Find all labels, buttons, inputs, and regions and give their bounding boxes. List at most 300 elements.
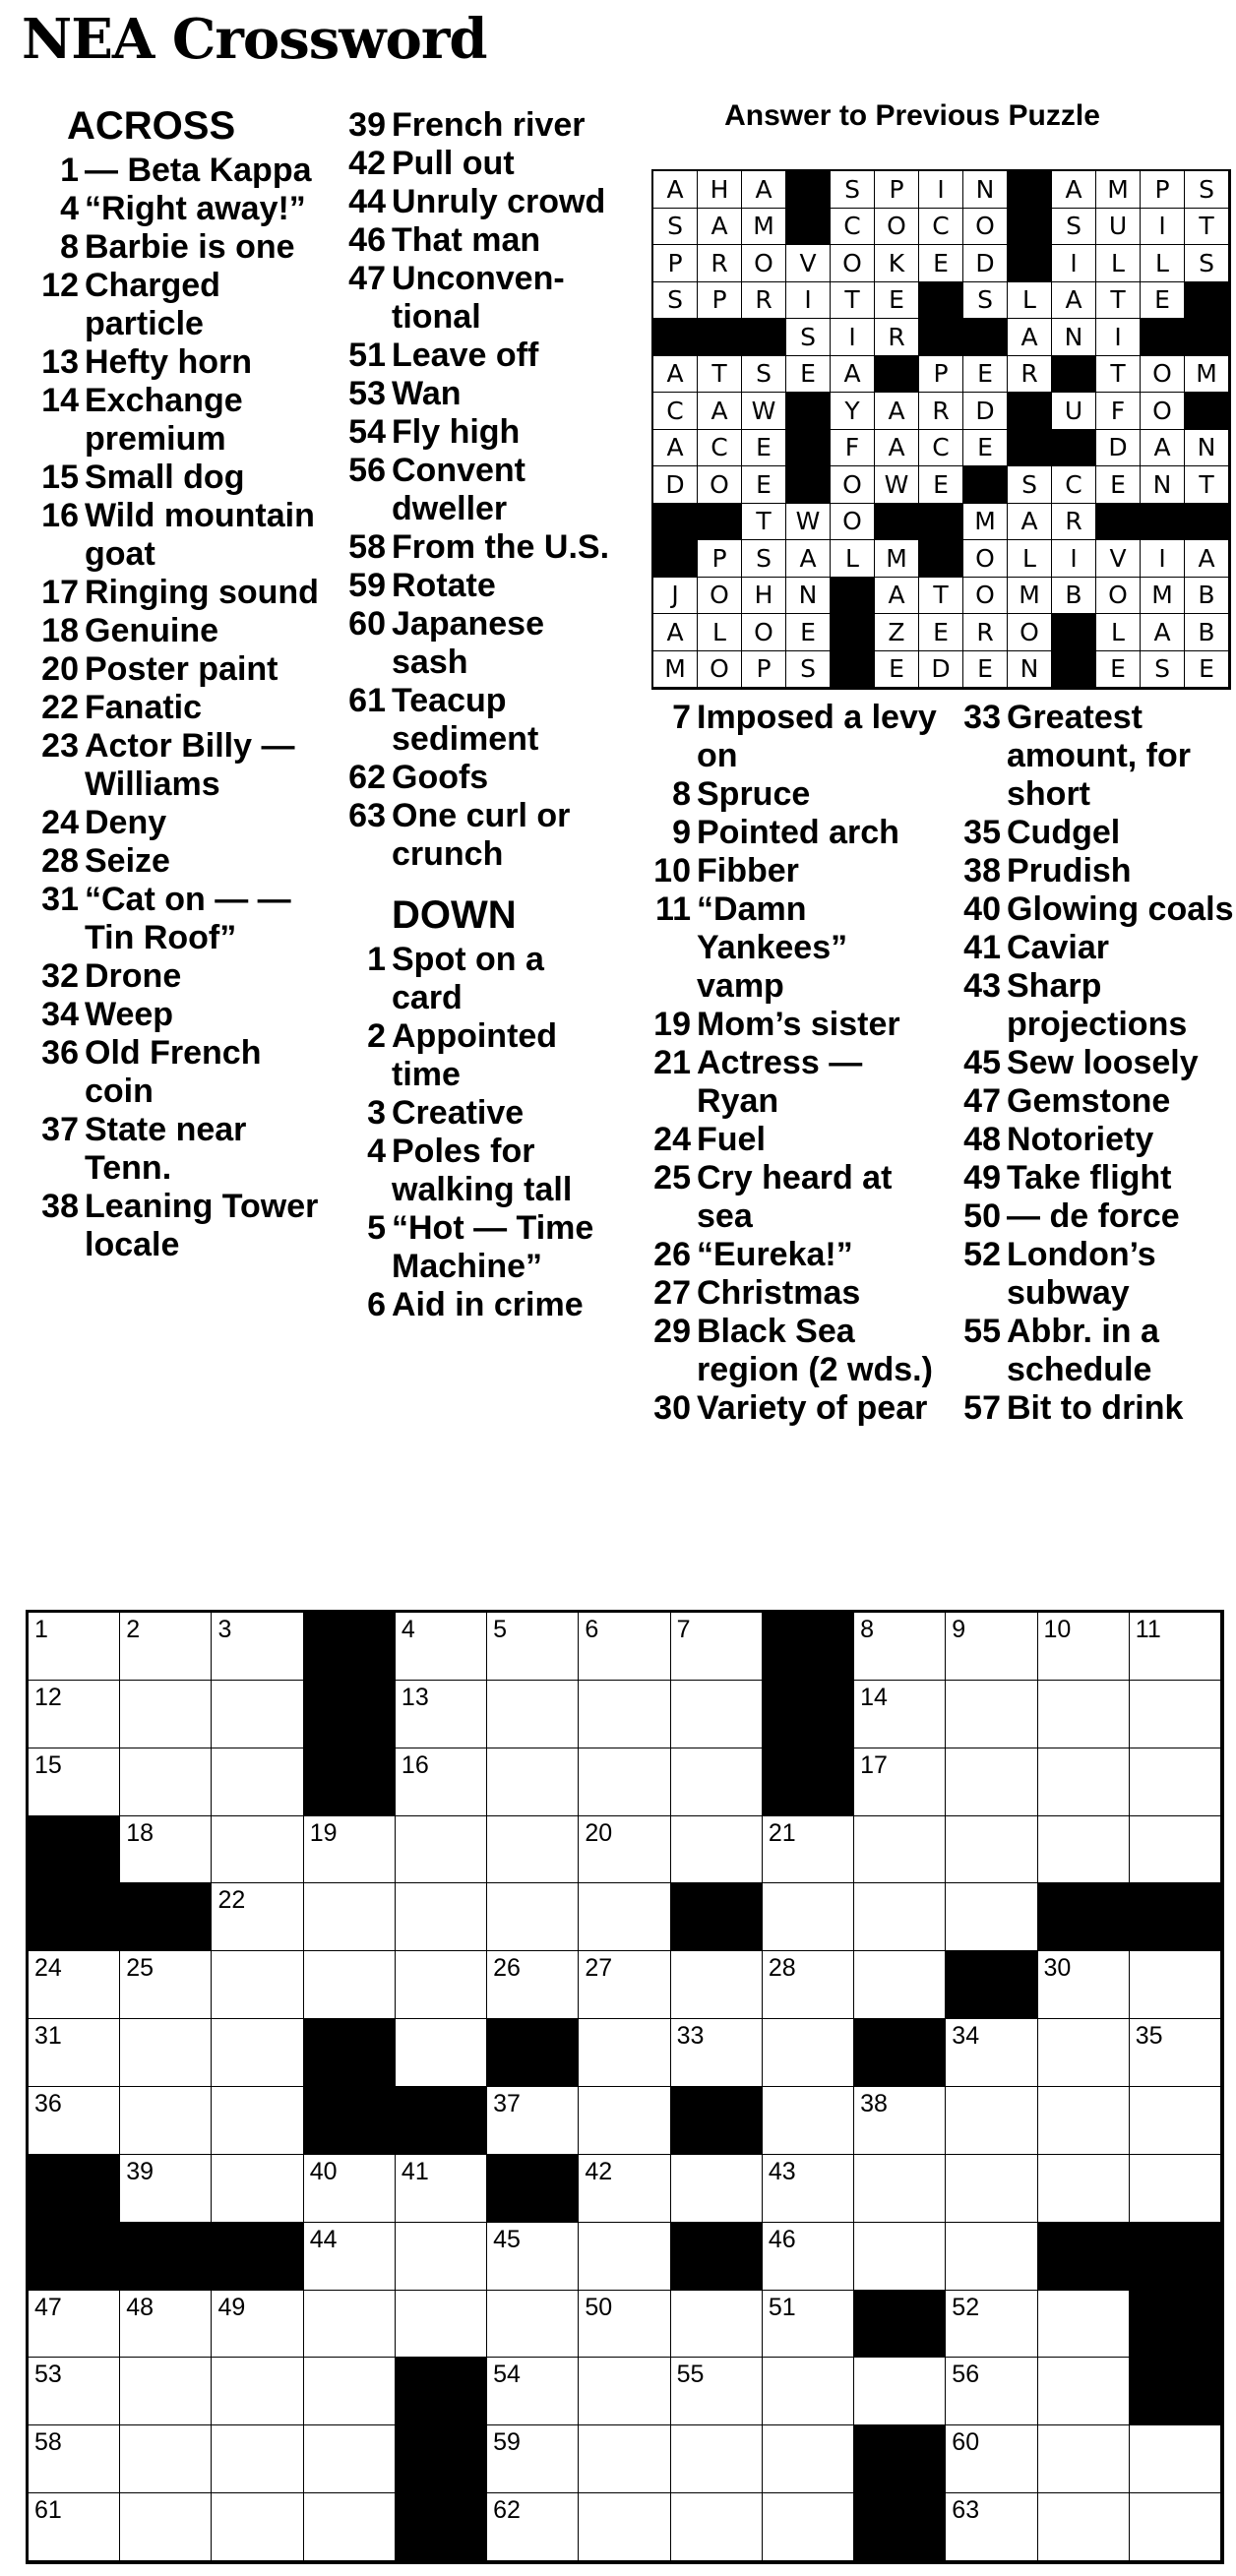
clue-item <box>630 1159 940 1236</box>
clue-text: Rotate <box>392 567 496 604</box>
grid-square[interactable] <box>120 2493 212 2561</box>
clue-item <box>30 1034 325 1111</box>
grid-square[interactable] <box>29 1613 120 1681</box>
grid-square[interactable] <box>487 1951 579 2019</box>
answer-letter: L <box>698 614 742 651</box>
square-number: 11 <box>1135 1616 1161 1643</box>
clue-item <box>30 612 325 650</box>
answer-letter: S <box>742 540 786 578</box>
grid-square[interactable] <box>854 1883 946 1951</box>
answer-letter: L <box>1096 245 1141 282</box>
clue-number: 35 <box>963 814 1001 851</box>
grid-square[interactable] <box>579 1681 670 1748</box>
answer-black-square <box>1008 209 1052 246</box>
square-number: 53 <box>34 2361 62 2389</box>
grid-square[interactable] <box>671 2155 763 2223</box>
clue-text: Mom’s sister <box>697 1006 900 1043</box>
grid-square[interactable] <box>1130 1951 1221 2019</box>
grid-square[interactable] <box>946 2425 1037 2493</box>
grid-square[interactable] <box>579 2425 670 2493</box>
grid-square[interactable] <box>120 2019 212 2087</box>
grid-square[interactable] <box>579 2291 670 2359</box>
clue-item <box>940 1389 1235 1428</box>
grid-square[interactable] <box>212 1816 303 1884</box>
black-square <box>396 2358 487 2425</box>
grid-square[interactable] <box>396 1748 487 1816</box>
grid-square[interactable] <box>212 2019 303 2087</box>
square-number: 3 <box>217 1616 232 1643</box>
clue-number: 50 <box>963 1197 1001 1235</box>
clue-item <box>30 228 325 267</box>
answer-letter: H <box>698 171 742 209</box>
clue-item <box>940 890 1235 929</box>
clue-text: Fanatic <box>85 689 203 726</box>
grid-square[interactable] <box>304 2223 396 2291</box>
answer-letter: L <box>1096 614 1141 651</box>
grid-square[interactable] <box>212 2155 303 2223</box>
answer-letter: S <box>786 319 831 356</box>
clue-text: Caviar <box>1007 929 1109 966</box>
answer-letter: S <box>653 209 698 246</box>
grid-square[interactable] <box>212 2087 303 2155</box>
grid-square[interactable] <box>854 1613 946 1681</box>
answer-letter: A <box>698 209 742 246</box>
grid-square[interactable] <box>946 1816 1037 1884</box>
answer-letter: R <box>742 282 786 320</box>
answer-black-square <box>831 651 875 689</box>
answer-letter: O <box>698 651 742 689</box>
square-number: 58 <box>34 2428 62 2457</box>
clue-text: Leaning Tower locale <box>85 1188 319 1263</box>
grid-square[interactable] <box>1130 1816 1221 1884</box>
grid-square[interactable] <box>854 1748 946 1816</box>
clue-item <box>630 1121 940 1159</box>
grid-square[interactable] <box>579 1951 670 2019</box>
grid-square[interactable] <box>1130 1748 1221 1816</box>
answer-black-square <box>919 319 963 356</box>
answer-letter: A <box>653 356 698 394</box>
grid-square[interactable] <box>304 2155 396 2223</box>
grid-square[interactable] <box>671 1816 763 1884</box>
grid-square[interactable] <box>671 2358 763 2425</box>
grid-square[interactable] <box>579 1748 670 1816</box>
grid-square[interactable] <box>1130 2019 1221 2087</box>
answer-letter: P <box>919 356 963 394</box>
answer-black-square <box>1141 319 1185 356</box>
clue-number: 58 <box>348 528 386 566</box>
answer-letter: A <box>875 430 919 467</box>
clue-text: One curl or crunch <box>392 797 571 873</box>
clue-item <box>30 996 325 1034</box>
grid-square[interactable] <box>946 1613 1037 1681</box>
grid-square[interactable] <box>854 1951 946 2019</box>
answer-letter: B <box>1185 578 1229 615</box>
clue-text: Spruce <box>697 775 811 813</box>
clue-number: 62 <box>348 759 386 796</box>
grid-square[interactable] <box>212 1748 303 1816</box>
clue-text: Prudish <box>1007 852 1132 889</box>
grid-square[interactable] <box>120 2425 212 2493</box>
answer-black-square <box>1052 356 1096 394</box>
grid-square[interactable] <box>1038 2425 1130 2493</box>
grid-square[interactable] <box>396 1613 487 1681</box>
grid-square[interactable] <box>29 1681 120 1748</box>
black-square <box>29 1883 120 1951</box>
answer-black-square <box>653 504 698 541</box>
grid-square[interactable] <box>487 2087 579 2155</box>
answer-letter: T <box>831 282 875 320</box>
answer-black-square <box>1052 614 1096 651</box>
grid-square[interactable] <box>579 2087 670 2155</box>
grid-square[interactable] <box>487 1883 579 1951</box>
grid-square[interactable] <box>763 1883 854 1951</box>
clue-text: Notoriety <box>1007 1121 1154 1158</box>
grid-square[interactable] <box>1038 2087 1130 2155</box>
grid-square[interactable] <box>212 1681 303 1748</box>
grid-square[interactable] <box>763 2425 854 2493</box>
clue-text: Pointed arch <box>697 814 899 851</box>
black-square <box>396 2087 487 2155</box>
answer-letter: P <box>1141 171 1185 209</box>
grid-square[interactable] <box>854 2358 946 2425</box>
grid-square[interactable] <box>671 2291 763 2359</box>
grid-square[interactable] <box>487 2291 579 2359</box>
black-square <box>304 1681 396 1748</box>
grid-square[interactable] <box>304 2291 396 2359</box>
grid-square[interactable] <box>579 1883 670 1951</box>
grid-square[interactable] <box>854 2087 946 2155</box>
grid-square[interactable] <box>763 2019 854 2087</box>
grid-square[interactable] <box>1038 2358 1130 2425</box>
grid-square[interactable] <box>29 2425 120 2493</box>
clue-text: — de force <box>1007 1197 1180 1235</box>
clue-text: Teacup sediment <box>392 682 539 758</box>
grid-square[interactable] <box>212 1613 303 1681</box>
answer-black-square <box>919 282 963 320</box>
clue-item <box>630 1389 940 1428</box>
grid-square[interactable] <box>487 2358 579 2425</box>
grid-square[interactable] <box>396 1951 487 2019</box>
square-number: 49 <box>217 2293 246 2321</box>
grid-square[interactable] <box>946 2493 1037 2561</box>
clue-text: Genuine <box>85 612 219 649</box>
clue-item <box>630 1044 940 1121</box>
grid-square[interactable] <box>946 2087 1037 2155</box>
clue-text: Imposed a levy on <box>697 699 937 774</box>
clue-number: 45 <box>963 1044 1001 1081</box>
answer-letter: C <box>919 430 963 467</box>
grid-square[interactable] <box>120 2358 212 2425</box>
grid-square[interactable] <box>579 2019 670 2087</box>
grid-square[interactable] <box>212 1951 303 2019</box>
black-square <box>854 2493 946 2561</box>
clue-text: Drone <box>85 957 182 995</box>
square-number: 44 <box>309 2225 338 2253</box>
grid-square[interactable] <box>1038 1748 1130 1816</box>
answer-letter: A <box>698 393 742 430</box>
answer-letter: E <box>919 614 963 651</box>
grid-square[interactable] <box>487 1748 579 1816</box>
grid-square[interactable] <box>946 1883 1037 1951</box>
grid-square[interactable] <box>396 1816 487 1884</box>
answer-letter: I <box>1096 319 1141 356</box>
grid-square[interactable] <box>671 2425 763 2493</box>
black-square <box>487 2019 579 2087</box>
grid-square[interactable] <box>120 1816 212 1884</box>
grid-square[interactable] <box>763 1816 854 1884</box>
answer-black-square <box>786 430 831 467</box>
clue-text: Actress — Ryan <box>697 1044 863 1120</box>
clue-item <box>325 759 620 797</box>
clue-item <box>30 152 325 190</box>
grid-square[interactable] <box>1038 1816 1130 1884</box>
grid-square[interactable] <box>579 2358 670 2425</box>
grid-square[interactable] <box>671 1748 763 1816</box>
answer-letter: A <box>875 393 919 430</box>
grid-square[interactable] <box>671 1951 763 2019</box>
clue-item <box>325 528 620 567</box>
answer-letter: A <box>653 614 698 651</box>
grid-square[interactable] <box>763 1951 854 2019</box>
clue-number: 63 <box>348 797 386 834</box>
answer-letter: P <box>698 282 742 320</box>
answer-letter: E <box>1096 651 1141 689</box>
grid-square[interactable] <box>29 2087 120 2155</box>
square-number: 36 <box>34 2089 62 2117</box>
grid-square[interactable] <box>396 2155 487 2223</box>
clue-number: 24 <box>41 804 79 841</box>
clue-text: Creative <box>392 1094 525 1132</box>
answer-letter: N <box>963 171 1008 209</box>
grid-square[interactable] <box>1038 1951 1130 2019</box>
grid-square[interactable] <box>396 2019 487 2087</box>
answer-letter: I <box>1141 540 1185 578</box>
square-number: 41 <box>401 2157 429 2185</box>
answer-letter: A <box>653 171 698 209</box>
grid-square[interactable] <box>1038 2019 1130 2087</box>
answer-letter: I <box>831 319 875 356</box>
answer-letter: T <box>698 356 742 394</box>
grid-square[interactable] <box>29 2019 120 2087</box>
clue-text: Deny <box>85 804 167 841</box>
answer-letter: W <box>742 393 786 430</box>
answer-letter: C <box>653 393 698 430</box>
square-number: 63 <box>952 2496 980 2525</box>
grid-square[interactable] <box>1038 2493 1130 2561</box>
clue-item <box>30 267 325 343</box>
square-number: 50 <box>585 2293 613 2321</box>
grid-square[interactable] <box>120 2155 212 2223</box>
clue-text: Wild mountain goat <box>85 497 315 573</box>
grid-square[interactable] <box>1130 1681 1221 1748</box>
grid-square[interactable] <box>763 2493 854 2561</box>
answer-black-square <box>919 540 963 578</box>
black-square <box>854 2425 946 2493</box>
grid-square[interactable] <box>396 2291 487 2359</box>
grid-square[interactable] <box>29 2358 120 2425</box>
clue-item <box>325 1017 620 1094</box>
clue-number: 7 <box>672 699 691 736</box>
clue-text: Aid in crime <box>392 1286 584 1323</box>
grid-square[interactable] <box>763 2358 854 2425</box>
clue-text: Poles for walking tall <box>392 1133 573 1208</box>
grid-square[interactable] <box>120 1951 212 2019</box>
square-number: 40 <box>309 2157 338 2185</box>
grid-square[interactable] <box>763 2155 854 2223</box>
grid-square[interactable] <box>854 1816 946 1884</box>
answer-letter: E <box>875 651 919 689</box>
grid-square[interactable] <box>579 2155 670 2223</box>
grid-square[interactable] <box>29 1748 120 1816</box>
clue-number: 27 <box>653 1274 691 1312</box>
grid-square[interactable] <box>946 2155 1037 2223</box>
grid-square[interactable] <box>487 2425 579 2493</box>
grid-square[interactable] <box>579 2493 670 2561</box>
black-square <box>671 1883 763 1951</box>
answer-letter: U <box>1096 209 1141 246</box>
grid-square[interactable] <box>854 2155 946 2223</box>
answer-letter: D <box>963 245 1008 282</box>
answer-letter: E <box>875 282 919 320</box>
grid-square[interactable] <box>946 1748 1037 1816</box>
grid-square[interactable] <box>212 1883 303 1951</box>
grid-square[interactable] <box>671 1613 763 1681</box>
square-number: 18 <box>126 1818 154 1847</box>
clue-item <box>30 382 325 459</box>
grid-square[interactable] <box>854 1681 946 1748</box>
grid-square[interactable] <box>304 2425 396 2493</box>
grid-square[interactable] <box>487 1681 579 1748</box>
clue-number: 33 <box>963 699 1001 736</box>
grid-square[interactable] <box>304 2493 396 2561</box>
grid-square[interactable] <box>304 1951 396 2019</box>
clue-number: 1 <box>60 152 79 189</box>
grid-square[interactable] <box>212 2493 303 2561</box>
grid-square[interactable] <box>487 2493 579 2561</box>
grid-square[interactable] <box>579 2223 670 2291</box>
grid-square[interactable] <box>1038 1613 1130 1681</box>
square-number: 20 <box>585 1818 613 1847</box>
grid-square[interactable] <box>120 1748 212 1816</box>
grid-square[interactable] <box>29 1951 120 2019</box>
square-number: 51 <box>768 2293 796 2321</box>
clue-number: 46 <box>348 221 386 259</box>
grid-square[interactable] <box>1038 1681 1130 1748</box>
grid-square[interactable] <box>946 2291 1037 2359</box>
clue-number: 22 <box>41 689 79 726</box>
grid-square[interactable] <box>1038 2155 1130 2223</box>
clue-text: Spot on a card <box>392 941 544 1016</box>
answer-letter: L <box>1008 282 1052 320</box>
grid-square[interactable] <box>396 1681 487 1748</box>
square-number: 4 <box>401 1616 415 1643</box>
grid-square[interactable] <box>120 2291 212 2359</box>
answer-letter: P <box>698 540 742 578</box>
answer-black-square <box>1052 651 1096 689</box>
answer-letter: F <box>831 430 875 467</box>
clue-item <box>30 343 325 382</box>
grid-square[interactable] <box>120 1681 212 1748</box>
answer-letter: O <box>1141 356 1185 394</box>
answer-letter: M <box>653 651 698 689</box>
grid-square[interactable] <box>29 2291 120 2359</box>
clue-number: 12 <box>41 267 79 304</box>
answer-letter: I <box>1052 540 1096 578</box>
clue-text: Unconven-tional <box>392 260 565 336</box>
grid-square[interactable] <box>1130 2425 1221 2493</box>
clue-number: 48 <box>963 1121 1001 1158</box>
clue-number: 5 <box>367 1209 386 1247</box>
grid-square[interactable] <box>763 2291 854 2359</box>
clue-text: Black Sea region (2 wds.) <box>697 1313 933 1388</box>
answer-letter: O <box>875 209 919 246</box>
square-number: 28 <box>768 1954 796 1983</box>
clue-number: 41 <box>963 929 1001 966</box>
grid-square[interactable] <box>671 2019 763 2087</box>
square-number: 5 <box>493 1616 508 1643</box>
grid-square[interactable] <box>396 2223 487 2291</box>
grid-square[interactable] <box>396 1883 487 1951</box>
clue-number: 24 <box>653 1121 691 1158</box>
grid-square[interactable] <box>120 1613 212 1681</box>
grid-square[interactable] <box>212 2291 303 2359</box>
grid-square[interactable] <box>1130 2493 1221 2561</box>
grid-square[interactable] <box>763 2223 854 2291</box>
answer-letter: S <box>653 282 698 320</box>
grid-square[interactable] <box>1130 2087 1221 2155</box>
grid-square[interactable] <box>1038 2291 1130 2359</box>
clue-number: 31 <box>41 881 79 918</box>
grid-square[interactable] <box>946 2223 1037 2291</box>
answer-letter: R <box>1052 504 1096 541</box>
grid-square[interactable] <box>854 2223 946 2291</box>
grid-square[interactable] <box>487 1613 579 1681</box>
clue-item <box>30 190 325 228</box>
grid-square[interactable] <box>120 2087 212 2155</box>
grid-square[interactable] <box>487 1816 579 1884</box>
clue-number: 36 <box>41 1034 79 1072</box>
grid-square[interactable] <box>579 1613 670 1681</box>
black-square <box>1130 2223 1221 2291</box>
grid-square[interactable] <box>579 1816 670 1884</box>
grid-square[interactable] <box>946 1681 1037 1748</box>
answer-black-square <box>786 466 831 504</box>
grid-square[interactable] <box>212 2358 303 2425</box>
grid-square[interactable] <box>671 1681 763 1748</box>
answer-letter: P <box>742 651 786 689</box>
clue-number: 19 <box>653 1006 691 1043</box>
answer-letter: B <box>1052 578 1096 615</box>
grid-square[interactable] <box>763 2087 854 2155</box>
grid-square[interactable] <box>29 2493 120 2561</box>
grid-square[interactable] <box>304 1883 396 1951</box>
grid-square[interactable] <box>304 1816 396 1884</box>
clue-text: “Eureka!” <box>697 1236 853 1273</box>
grid-square[interactable] <box>1130 2155 1221 2223</box>
grid-square[interactable] <box>946 2358 1037 2425</box>
grid-square[interactable] <box>671 2493 763 2561</box>
grid-square[interactable] <box>1130 1613 1221 1681</box>
grid-square[interactable] <box>212 2425 303 2493</box>
grid-square[interactable] <box>304 2358 396 2425</box>
grid-square[interactable] <box>487 2223 579 2291</box>
grid-square[interactable] <box>946 2019 1037 2087</box>
answer-letter: O <box>831 466 875 504</box>
answer-letter: R <box>919 393 963 430</box>
clue-item <box>325 1209 620 1286</box>
square-number: 2 <box>126 1616 141 1643</box>
black-square <box>1038 2223 1130 2291</box>
